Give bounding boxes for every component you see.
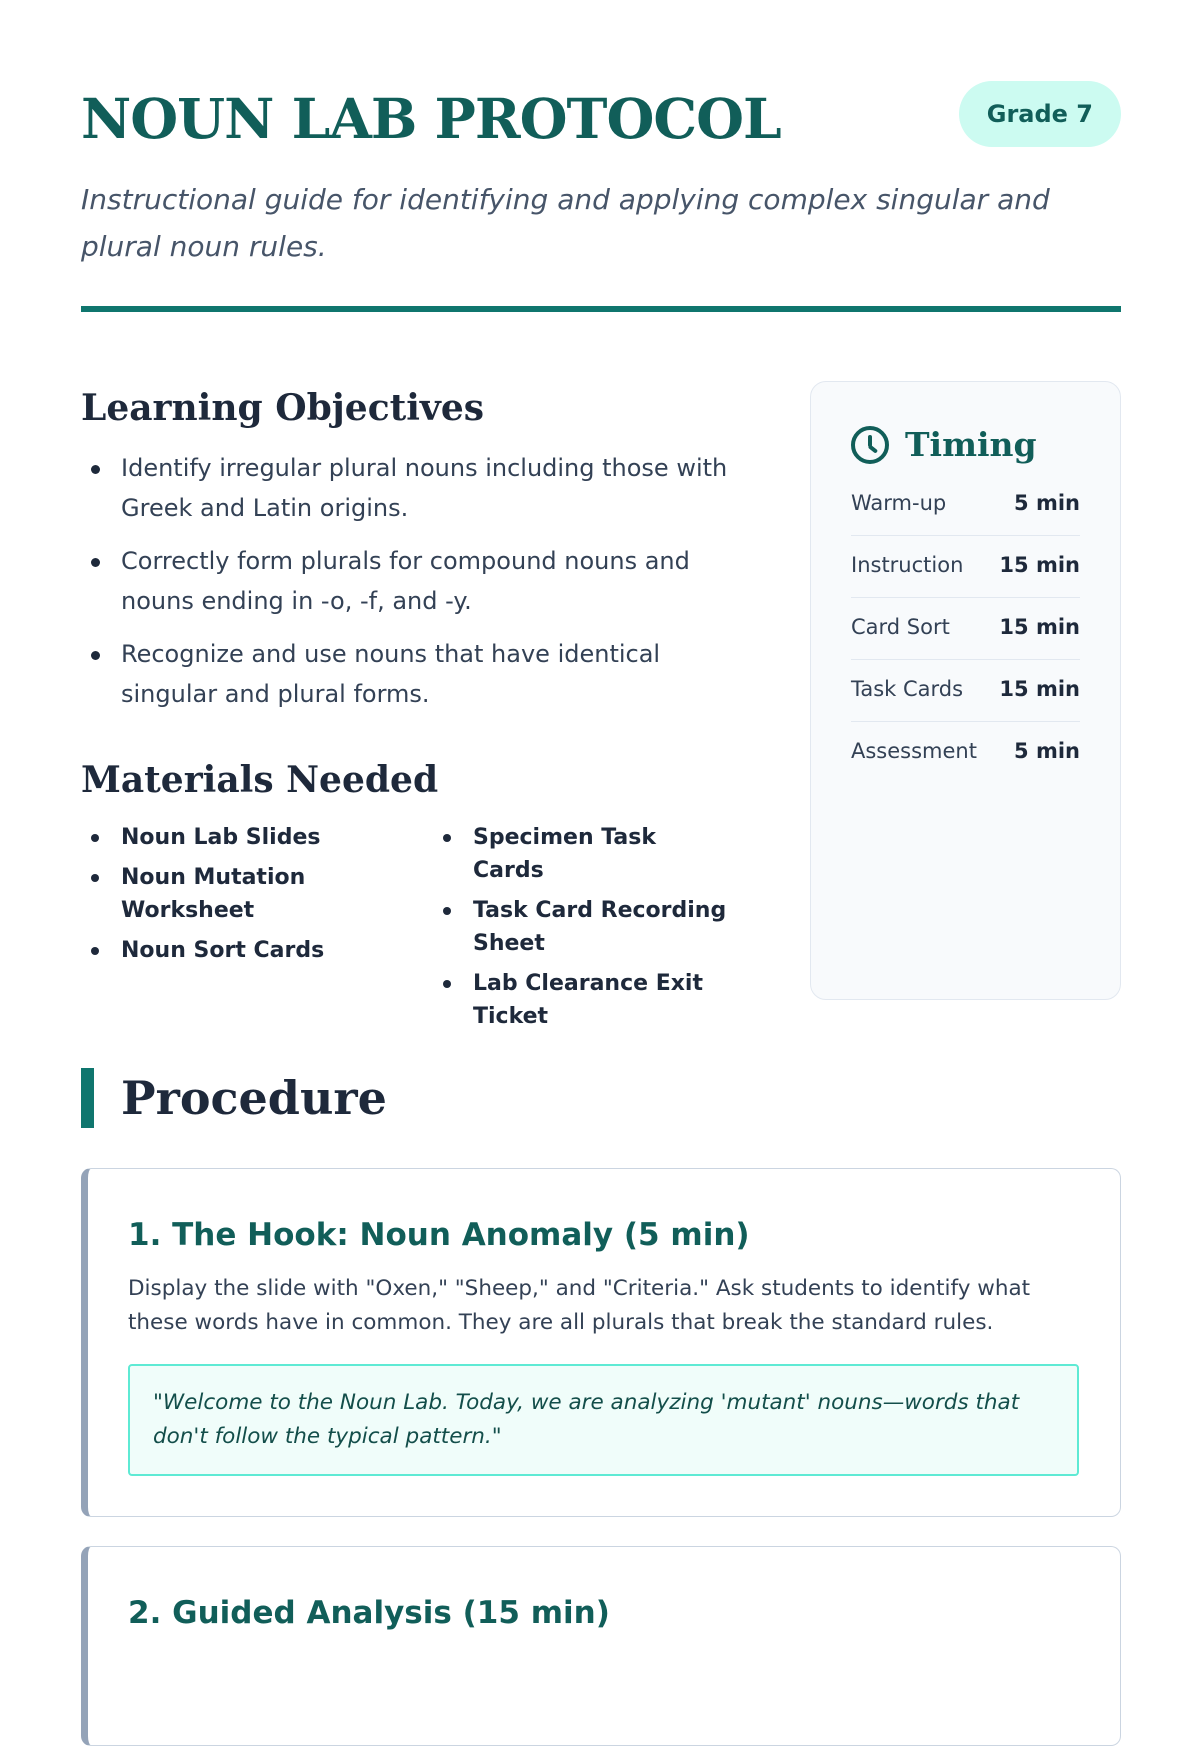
clock-icon [851, 426, 889, 464]
page-subtitle: Instructional guide for identifying and applying complex singular and plural noun rules. [81, 183, 1050, 263]
timing-row-label: Card Sort [851, 615, 950, 639]
materials-column-right [433, 821, 733, 1040]
material-item: Noun Lab Slides [81, 821, 381, 854]
timing-row-label: Assessment [851, 739, 977, 763]
objective-item: Identify irregular plural nouns including those with Greek and Latin origins. [81, 448, 731, 528]
material-item: Task Card Recording Sheet [433, 894, 733, 960]
page-header [81, 84, 1121, 154]
timing-row [851, 536, 1080, 598]
grade-badge: Grade 7 [959, 81, 1121, 147]
materials-heading: Materials Needed [81, 759, 439, 801]
timing-row-label: Warm-up [851, 491, 947, 515]
timing-row-value: 15 min [999, 553, 1080, 577]
objective-item: Recognize and use nouns that have identical singular and plural forms. [81, 634, 731, 714]
material-item: Lab Clearance Exit Ticket [433, 967, 733, 1033]
procedure-step-card [81, 1546, 1121, 1746]
step-description: Display the slide with "Oxen," "Sheep," and "Criteria." Ask students to identify what these words have in common. They are all plurals that break the standard rules. [128, 1276, 1031, 1335]
timing-row-value: 15 min [999, 615, 1080, 639]
timing-row [851, 598, 1080, 660]
timing-row-label: Task Cards [851, 677, 964, 701]
timing-table [851, 474, 1080, 784]
material-item: Noun Mutation Worksheet [81, 861, 381, 927]
materials-column-left [81, 821, 381, 974]
timing-heading: Timing [905, 425, 1037, 464]
timing-row-value: 15 min [999, 677, 1080, 701]
timing-row-value: 5 min [1014, 491, 1080, 515]
header-divider [81, 306, 1121, 312]
procedure-accent-bar [81, 1068, 94, 1128]
timing-row-label: Instruction [851, 553, 964, 577]
page-title: NOUN LAB PROTOCOL [81, 86, 781, 151]
procedure-heading: Procedure [121, 1071, 387, 1125]
objectives-list [81, 448, 731, 727]
teacher-script-quote: "Welcome to the Noun Lab. Today, we are analyzing 'mutant' nouns—words that don't follow the typical pattern." [153, 1390, 1020, 1449]
objectives-heading: Learning Objectives [81, 387, 485, 429]
procedure-step-card [81, 1168, 1121, 1517]
timing-card [810, 381, 1121, 1000]
step-title: 2. Guided Analysis (15 min) [128, 1595, 610, 1631]
objective-item: Correctly form plurals for compound nouns and nouns ending in -o, -f, and -y. [81, 541, 731, 621]
timing-row-value: 5 min [1014, 739, 1080, 763]
material-item: Noun Sort Cards [81, 934, 381, 967]
timing-row [851, 722, 1080, 784]
lesson-page [81, 0, 1121, 1631]
timing-row [851, 474, 1080, 536]
material-item: Specimen Task Cards [433, 821, 733, 887]
teacher-script-callout [128, 1364, 1079, 1476]
step-title: 1. The Hook: Noun Anomaly (5 min) [128, 1217, 750, 1253]
timing-row [851, 660, 1080, 722]
